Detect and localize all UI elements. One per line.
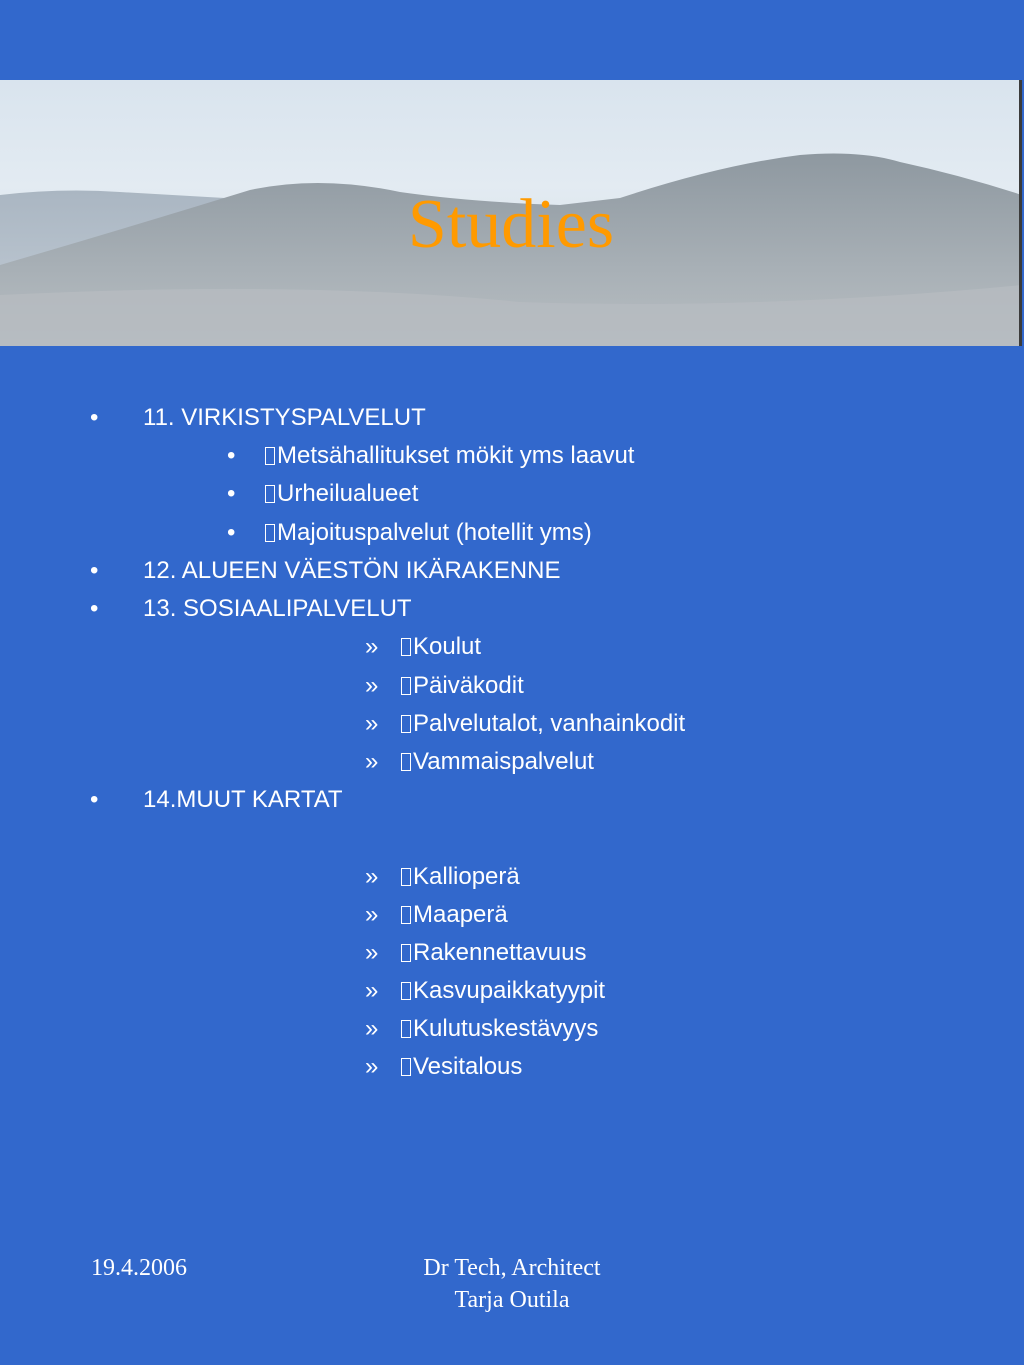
missing-glyph-icon — [401, 753, 411, 771]
item-text: Majoituspalvelut (hotellit yms) — [277, 519, 592, 546]
item-text: Koulut — [413, 633, 482, 660]
item-text: Maaperä — [413, 901, 508, 928]
missing-glyph-icon — [401, 982, 411, 1000]
item-text: Vammaispalvelut — [413, 748, 594, 775]
chevron-right-icon: » — [365, 863, 379, 890]
footer-author — [312, 1252, 712, 1316]
item-text: Kasvupaikkatyypit — [413, 977, 606, 1004]
missing-glyph-icon — [401, 1020, 411, 1038]
chevron-right-icon: » — [365, 633, 379, 660]
item-text: 14.MUUT KARTAT — [143, 786, 343, 813]
item-text: 11. VIRKISTYSPALVELUT — [143, 404, 426, 431]
missing-glyph-icon — [401, 906, 411, 924]
chevron-right-icon: » — [365, 1015, 379, 1042]
chevron-right-icon: » — [365, 748, 379, 775]
bullet-icon: • — [227, 442, 236, 469]
missing-glyph-icon — [401, 868, 411, 886]
item-text: Vesitalous — [413, 1053, 523, 1080]
missing-glyph-icon — [401, 944, 411, 962]
bullet-icon: • — [227, 480, 236, 507]
bullet-icon: • — [227, 519, 236, 546]
chevron-right-icon: » — [365, 672, 379, 699]
item-text: Kulutuskestävyys — [413, 1015, 599, 1042]
item-text: Palvelutalot, vanhainkodit — [413, 710, 686, 737]
missing-glyph-icon — [265, 485, 275, 503]
bullet-icon: • — [90, 557, 99, 584]
item-text: Rakennettavuus — [413, 939, 587, 966]
missing-glyph-icon — [401, 715, 411, 733]
chevron-right-icon: » — [365, 710, 379, 737]
chevron-right-icon: » — [365, 977, 379, 1004]
item-text: 12. ALUEEN VÄESTÖN IKÄRAKENNE — [143, 557, 561, 584]
bullet-icon: • — [90, 786, 99, 813]
footer-date: 19.4.2006 — [91, 1255, 187, 1281]
missing-glyph-icon — [401, 638, 411, 656]
missing-glyph-icon — [265, 447, 275, 465]
chevron-right-icon: » — [365, 1053, 379, 1080]
item-text: Urheilualueet — [277, 480, 419, 507]
bullet-icon: • — [90, 404, 99, 431]
missing-glyph-icon — [401, 677, 411, 695]
bullet-icon: • — [90, 595, 99, 622]
slide-title: Studies — [407, 186, 615, 263]
item-text: Metsähallitukset mökit yms laavut — [277, 442, 635, 469]
missing-glyph-icon — [265, 524, 275, 542]
missing-glyph-icon — [401, 1058, 411, 1076]
footer-author-name: Tarja Outila — [454, 1287, 570, 1313]
footer-author-title: Dr Tech, Architect — [423, 1255, 601, 1281]
item-text: Kallioperä — [413, 863, 520, 890]
item-text: 13. SOSIAALIPALVELUT — [143, 595, 412, 622]
chevron-right-icon: » — [365, 939, 379, 966]
chevron-right-icon: » — [365, 901, 379, 928]
item-text: Päiväkodit — [413, 672, 524, 699]
